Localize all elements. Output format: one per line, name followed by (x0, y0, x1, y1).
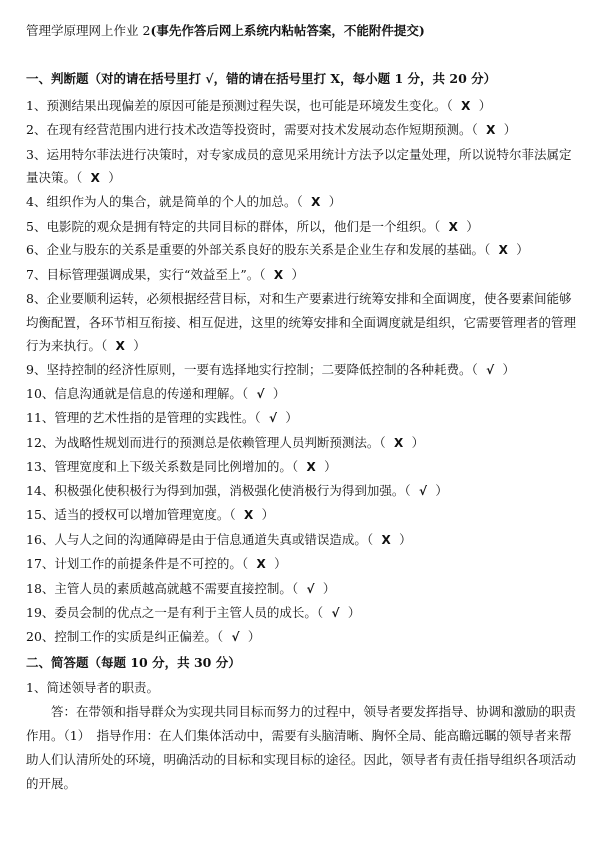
question-close-paren: ） (108, 170, 121, 185)
answer-false-mark: X (302, 195, 329, 209)
question-close-paren: ） (328, 194, 342, 209)
true-false-question (26, 215, 578, 239)
answer-false-mark: X (107, 339, 134, 353)
question-close-paren: ） (347, 605, 361, 620)
true-false-question (26, 479, 578, 503)
true-false-question (26, 528, 578, 552)
title-instruction: (事先作答后网上系统内粘帖答案，不能附件提交) (150, 23, 425, 38)
question-text: 11、管理的艺术性指的是管理的实践性。（ (26, 410, 261, 425)
section-1-heading: 一、判断题（对的请在括号里打 √，错的请在括号里打 X，每小题 1 分，共 20 分） (26, 71, 497, 86)
section-2-heading: 二、简答题（每题 10 分，共 30 分） (26, 655, 241, 670)
short-answer-1: 答：在带领和指导群众为实现共同目标而努力的过程中，领导者要发挥指导、协调和激励的职责作用。（1） 指导作用：在人们集体活动中，需要有头脑清晰、胸怀全局、能高瞻远瞩的领导者来帮助人们认清所处的环境，明确活动的目标和实现目标的途径。因此，领导者有责任指导组织各项活动的开展。 (26, 704, 577, 791)
true-false-question (26, 287, 578, 359)
question-text: 3、运用特尔菲法进行决策时，对专家成员的意见采用统计方法予以定量处理，所以说特尔菲法属定量决策。（ (26, 147, 572, 185)
question-text: 5、电影院的观众是拥有特定的共同目标的群体，所以，他们是一个组织。（ (26, 219, 441, 234)
answer-false-mark: X (477, 123, 504, 137)
question-close-paren: ） (411, 435, 425, 450)
question-close-paren: ） (133, 338, 146, 353)
question-close-paren: ） (247, 629, 261, 644)
answer-false-mark: X (235, 508, 262, 522)
question-text: 10、信息沟通就是信息的传递和理解。（ (26, 386, 249, 401)
question-close-paren: ） (274, 556, 287, 571)
answer-false-mark: X (490, 243, 517, 257)
answer-true-mark: √ (477, 363, 503, 377)
title-text: 管理学原理网上作业 2 (26, 23, 151, 38)
answer-false-mark: X (82, 171, 109, 185)
question-close-paren: ） (516, 242, 529, 257)
answer-true-mark: √ (248, 387, 273, 401)
true-false-question (26, 358, 578, 382)
question-close-paren: ） (322, 581, 336, 596)
true-false-question (26, 601, 578, 625)
answer-false-mark: X (265, 268, 292, 282)
question-text: 17、计划工作的前提条件是不可控的。（ (26, 556, 249, 571)
true-false-question (26, 382, 578, 406)
question-text: 4、组织作为人的集合，就是简单的个人的加总。（ (26, 194, 303, 209)
question-close-paren: ） (285, 410, 298, 425)
true-false-question (26, 577, 578, 601)
question-text: 9、坚持控制的经济性原则，一要有选择地实行控制；二要降低控制的各种耗费。（ (26, 362, 478, 377)
true-false-question (26, 143, 578, 190)
answer-false-mark: X (452, 99, 479, 113)
question-text: 6、企业与股东的关系是重要的外部关系良好的股东关系是企业生存和发展的基础。（ (26, 242, 491, 257)
question-text: 19、委员会制的优点之一是有利于主管人员的成长。（ (26, 605, 324, 620)
question-text: 16、人与人之间的沟通障碍是由于信息通道失真或错误造成。（ (26, 532, 374, 547)
true-false-question (26, 552, 578, 576)
true-false-question (26, 431, 578, 455)
answer-true-mark: √ (410, 484, 436, 498)
answer-false-mark: X (248, 557, 275, 571)
question-text: 14、积极强化使积极行为得到加强，消极强化使消极行为得到加强。（ (26, 483, 411, 498)
answer-true-mark: √ (323, 606, 348, 620)
answer-true-mark: √ (223, 630, 248, 644)
question-close-paren: ） (503, 122, 517, 137)
answer-false-mark: X (373, 533, 400, 547)
answer-true-mark: √ (298, 582, 323, 596)
question-text: 12、为战略性规划而进行的预测总是依赖管理人员判断预测法。（ (26, 435, 386, 450)
true-false-question (26, 94, 578, 118)
question-close-paren: ） (291, 267, 304, 282)
question-text: 8、企业要顺利运转，必须根据经营目标，对和生产要素进行统筹安排和全面调度，使各要素间能够均衡配置，各环节相互衔接、相互促进，这里的统筹安排和全面调度就是组织，它需要管理者的管理行为来执行。（ (26, 291, 577, 353)
question-text: 20、控制工作的实质是纠正偏差。（ (26, 629, 224, 644)
question-close-paren: ） (478, 98, 492, 113)
answer-false-mark: X (440, 220, 467, 234)
question-close-paren: ） (261, 507, 275, 522)
page-title (26, 22, 586, 40)
true-false-question (26, 118, 578, 142)
question-close-paren: ） (466, 219, 479, 234)
question-close-paren: ） (502, 362, 515, 377)
question-text: 1、预测结果出现偏差的原因可能是预测过程失误，也可能是环境发生变化。（ (26, 98, 453, 113)
true-false-question (26, 455, 578, 479)
true-false-question (26, 503, 578, 527)
answer-false-mark: X (385, 436, 412, 450)
answer-true-mark: √ (260, 411, 286, 425)
question-text: 13、管理宽度和上下级关系数是同比例增加的。（ (26, 459, 299, 474)
true-false-question (26, 263, 578, 287)
true-false-question (26, 406, 578, 430)
question-close-paren: ） (435, 483, 448, 498)
question-close-paren: ） (272, 386, 286, 401)
question-text: 18、主管人员的素质越高就越不需要直接控制。（ (26, 581, 299, 596)
question-text: 15、适当的授权可以增加管理宽度。（ (26, 507, 236, 522)
question-text: 7、目标管理强调成果，实行“效益至上”。（ (26, 267, 266, 282)
answer-false-mark: X (298, 460, 325, 474)
true-false-question (26, 190, 578, 214)
question-text: 2、在现有经营范围内进行技术改造等投资时，需要对技术发展动态作短期预测。（ (26, 122, 478, 137)
question-close-paren: ） (399, 532, 412, 547)
true-false-question (26, 625, 578, 649)
short-answer-question-1: 1、简述领导者的职责。 (26, 680, 159, 695)
question-close-paren: ） (324, 459, 337, 474)
true-false-question (26, 238, 578, 262)
